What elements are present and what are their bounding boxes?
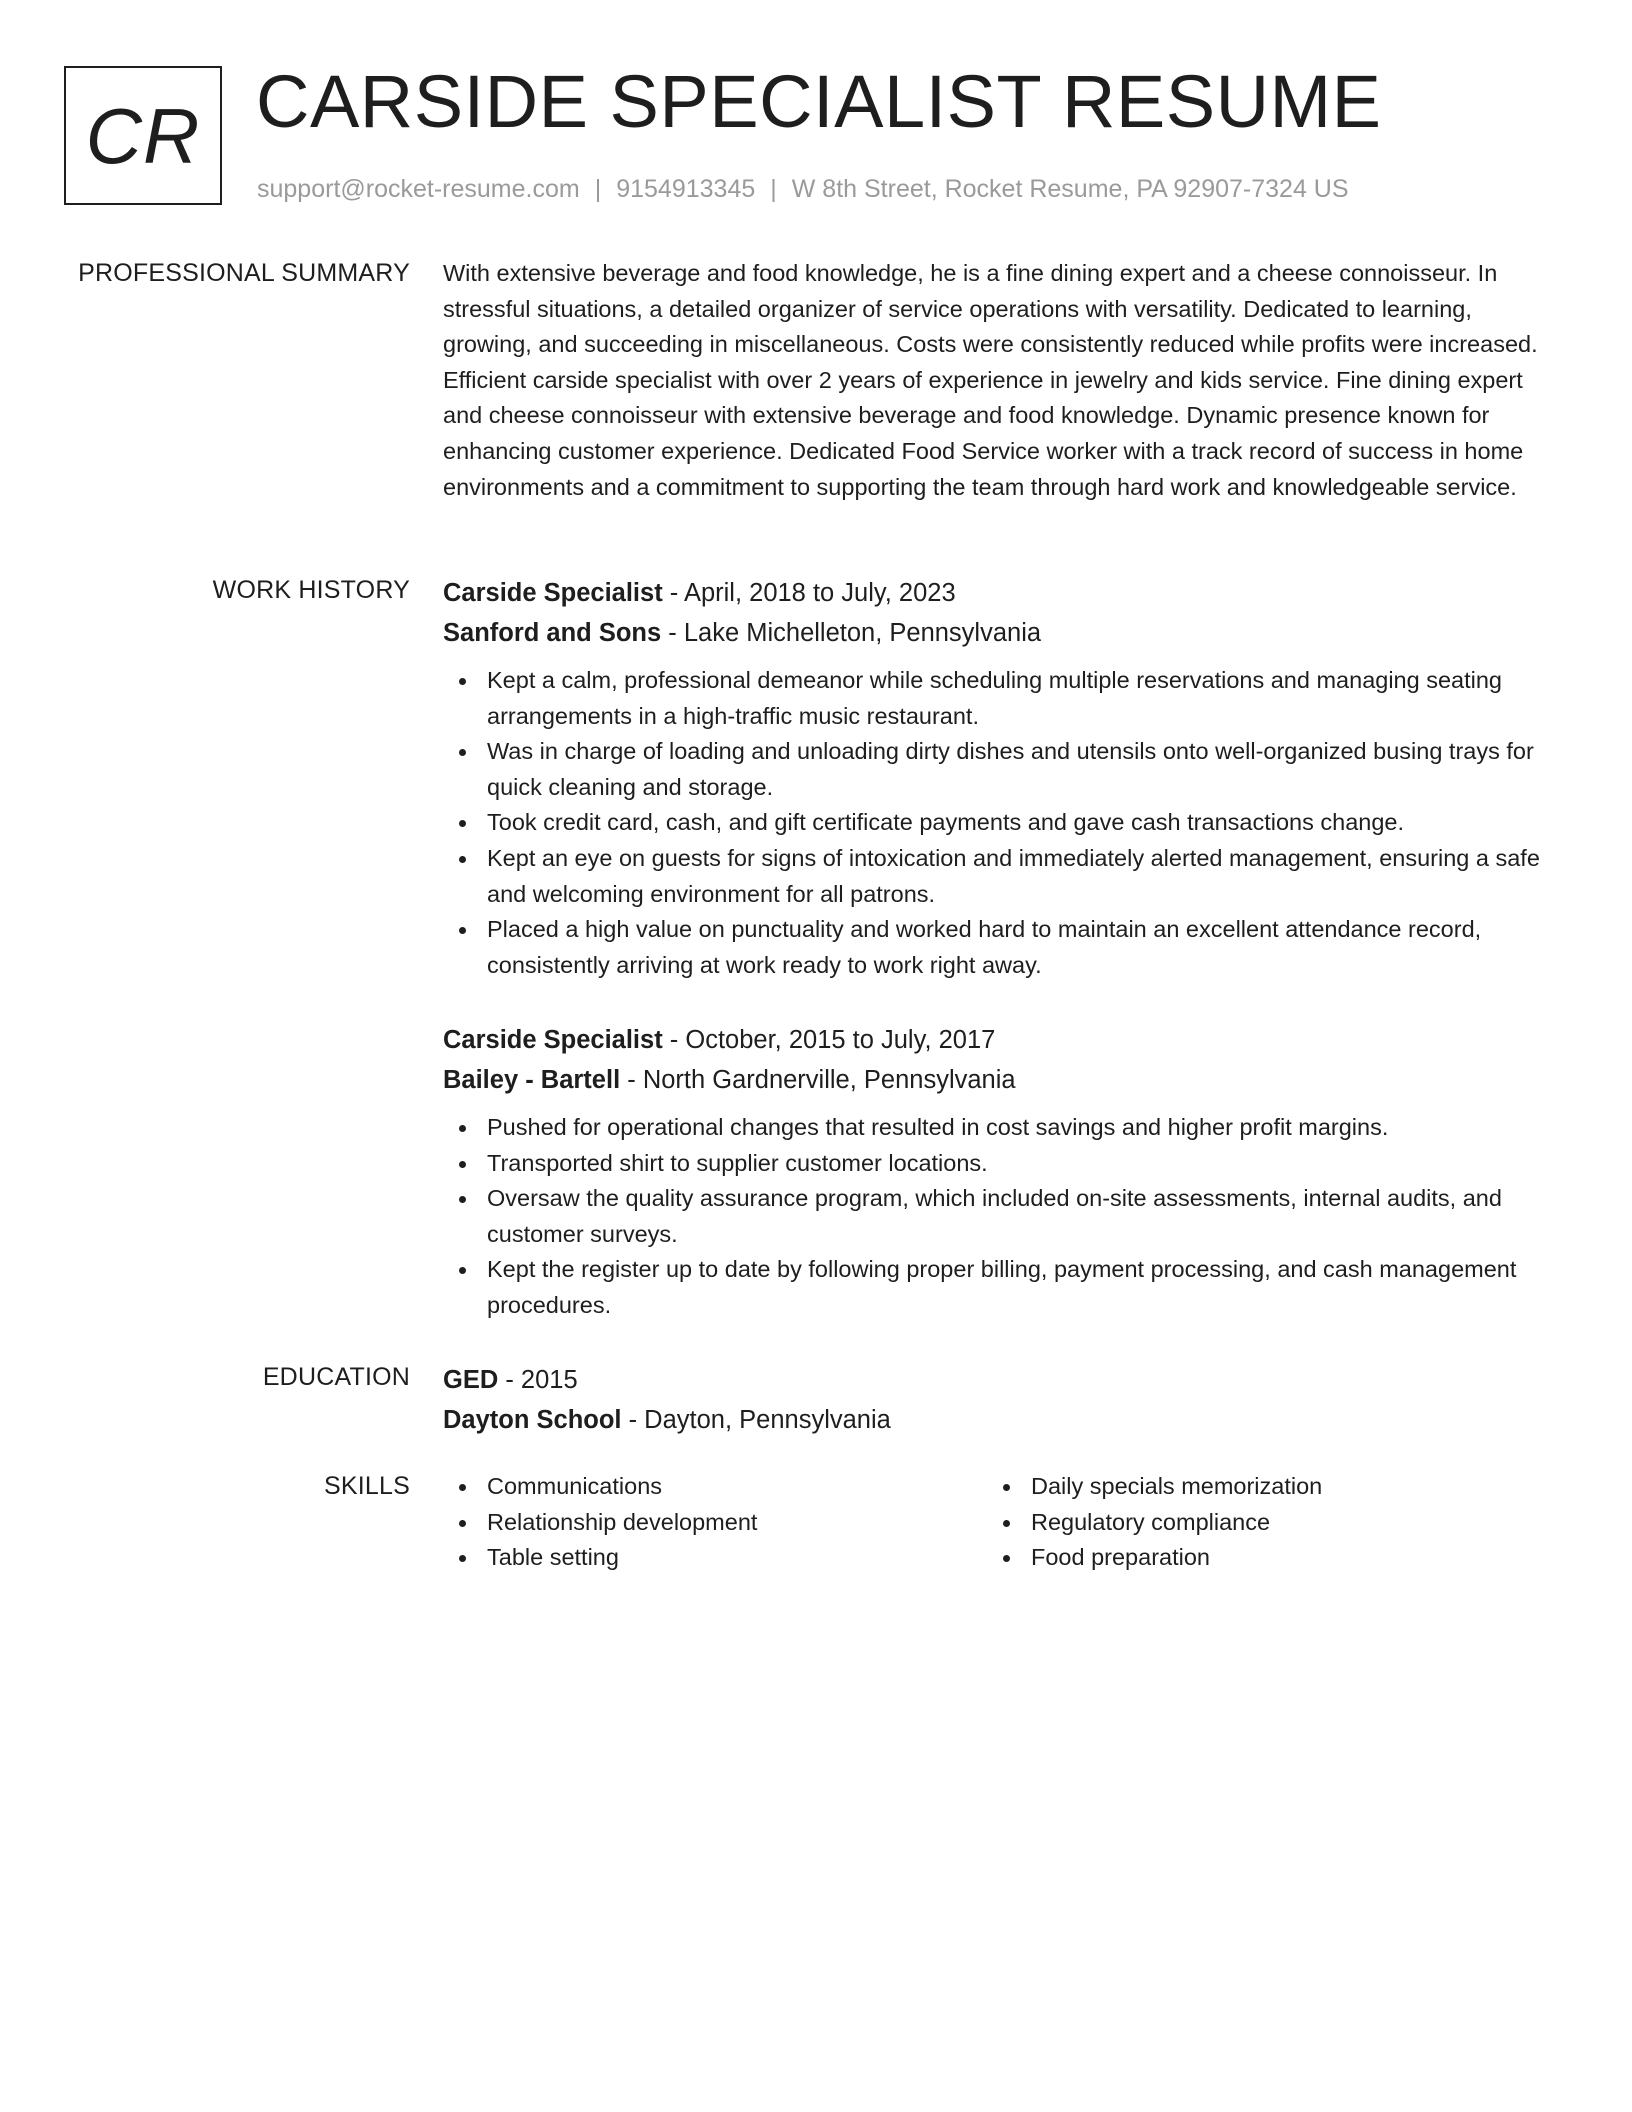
contact-email: support@rocket-resume.com: [257, 175, 580, 203]
bullet-icon: [459, 1267, 466, 1274]
education-location: - Dayton, Pennsylvania: [621, 1406, 891, 1434]
list-item: [443, 1110, 1555, 1146]
section-label-work-history: WORK HISTORY: [212, 576, 410, 604]
list-item: [443, 805, 1555, 841]
bullet-text: Transported shirt to supplier customer locations.: [487, 1149, 988, 1176]
bullet-text: Was in charge of loading and unloading dirty dishes and utensils onto well-organized busing trays for quick cleaning and storage.: [487, 738, 1534, 800]
skills-column: [443, 1469, 983, 1576]
bullet-icon: [459, 1125, 466, 1132]
skill-text: Communications: [487, 1473, 663, 1499]
job-bullets: [443, 1110, 1555, 1324]
job-company: Bailey - Bartell: [443, 1066, 621, 1094]
section-label-education: EDUCATION: [262, 1363, 410, 1391]
bullet-icon: [459, 749, 466, 756]
bullet-text: Placed a high value on punctuality and worked hard to maintain an excellent attendance record, consistently arriving at work ready to work right away.: [487, 916, 1482, 978]
job-company-line: [443, 613, 1555, 653]
job-dates: - October, 2015 to July, 2017: [662, 1026, 996, 1054]
list-item: [987, 1469, 1527, 1505]
bullet-icon: [459, 820, 466, 827]
contact-address: W 8th Street, Rocket Resume, PA 92907-7324 US: [791, 175, 1349, 203]
summary-text: With extensive beverage and food knowledge, he is a fine dining expert and a cheese connoisseur. In stressful situations, a detailed organizer of service operations with versatility. Dedicated to learning, growing, and succeeding in miscellaneous. Costs were consistently reduced while profits were increased. Efficient carside specialist with over 2 years of experience in jewelry and kids service. Fine dining expert and cheese connoisseur with extensive beverage and food knowledge. Dynamic presence known for enhancing customer experience. Dedicated Food Service worker with a track record of success in home environments and a commitment to supporting the team through hard work and knowledgeable service.: [443, 260, 1538, 500]
section-label-skills: SKILLS: [324, 1472, 410, 1500]
job-entry: [443, 573, 1555, 983]
skill-text: Relationship development: [487, 1508, 758, 1535]
job-title-line: [443, 1020, 1555, 1060]
bullet-icon: [459, 1520, 466, 1527]
bullet-text: Pushed for operational changes that resulted in cost savings and higher profit margins.: [487, 1114, 1389, 1140]
list-item: [443, 1469, 983, 1505]
bullet-icon: [1003, 1484, 1010, 1491]
job-title-line: [443, 573, 1555, 613]
skills-grid: [443, 1469, 1555, 1589]
bullet-icon: [459, 856, 466, 863]
bullet-text: Kept an eye on guests for signs of intoxication and immediately alerted management, ensuring a safe and welcoming environment for all patrons.: [487, 844, 1540, 907]
list-item: [443, 912, 1555, 983]
list-item: [987, 1505, 1527, 1541]
skills-list: [443, 1469, 983, 1576]
bullet-icon: [459, 1196, 466, 1203]
bullet-text: Took credit card, cash, and gift certificate payments and gave cash transactions change.: [487, 809, 1405, 836]
bullet-icon: [459, 927, 466, 934]
list-item: [987, 1540, 1527, 1576]
education-year: - 2015: [498, 1366, 578, 1394]
skills-column: [987, 1469, 1527, 1576]
job-location: - Lake Michelleton, Pennsylvania: [661, 619, 1042, 647]
skills-list: [987, 1469, 1527, 1576]
education-degree-line: [443, 1360, 1555, 1400]
job-title: Carside Specialist: [443, 579, 663, 607]
list-item: [443, 1146, 1555, 1182]
bullet-icon: [459, 1555, 466, 1562]
monogram-box: [64, 66, 222, 205]
bullet-text: Kept the register up to date by following proper billing, payment processing, and cash management procedures.: [487, 1256, 1517, 1318]
job-location: - North Gardnerville, Pennsylvania: [620, 1066, 1016, 1094]
bullet-text: Oversaw the quality assurance program, which included on-site assessments, internal audits, and customer surveys.: [487, 1185, 1502, 1247]
monogram-initials: CR: [85, 91, 201, 180]
job-company-line: [443, 1060, 1555, 1100]
job-dates: - April, 2018 to July, 2023: [662, 579, 956, 607]
bullet-icon: [1003, 1520, 1010, 1527]
bullet-text: Kept a calm, professional demeanor while scheduling multiple reservations and managing seating arrangements in a high-traffic music restaurant.: [487, 667, 1502, 729]
section-label-summary: PROFESSIONAL SUMMARY: [78, 259, 410, 287]
list-item: [443, 663, 1555, 734]
job-title: Carside Specialist: [443, 1026, 663, 1054]
skill-text: Daily specials memorization: [1031, 1473, 1323, 1499]
skill-text: Food preparation: [1031, 1544, 1210, 1571]
contact-line: [257, 172, 1349, 206]
education-school: Dayton School: [443, 1406, 622, 1434]
list-item: [443, 1540, 983, 1576]
job-entry: [443, 1020, 1555, 1324]
skill-text: Table setting: [487, 1544, 619, 1571]
bullet-icon: [1003, 1555, 1010, 1562]
list-item: [443, 734, 1555, 805]
bullet-icon: [459, 1484, 466, 1491]
contact-separator: |: [770, 175, 777, 203]
skill-text: Regulatory compliance: [1031, 1508, 1271, 1535]
education-degree: GED: [443, 1366, 499, 1394]
list-item: [443, 841, 1555, 912]
list-item: [443, 1252, 1555, 1323]
list-item: [443, 1181, 1555, 1252]
contact-phone: 9154913345: [616, 175, 756, 203]
resume-title: CARSIDE SPECIALIST RESUME: [256, 60, 1382, 143]
education-entry: [443, 1360, 1555, 1440]
list-item: [443, 1505, 983, 1541]
job-bullets: [443, 663, 1555, 983]
job-company: Sanford and Sons: [443, 619, 662, 647]
bullet-icon: [459, 1161, 466, 1168]
bullet-icon: [459, 678, 466, 685]
education-school-line: [443, 1400, 1555, 1440]
contact-separator: |: [594, 175, 602, 203]
